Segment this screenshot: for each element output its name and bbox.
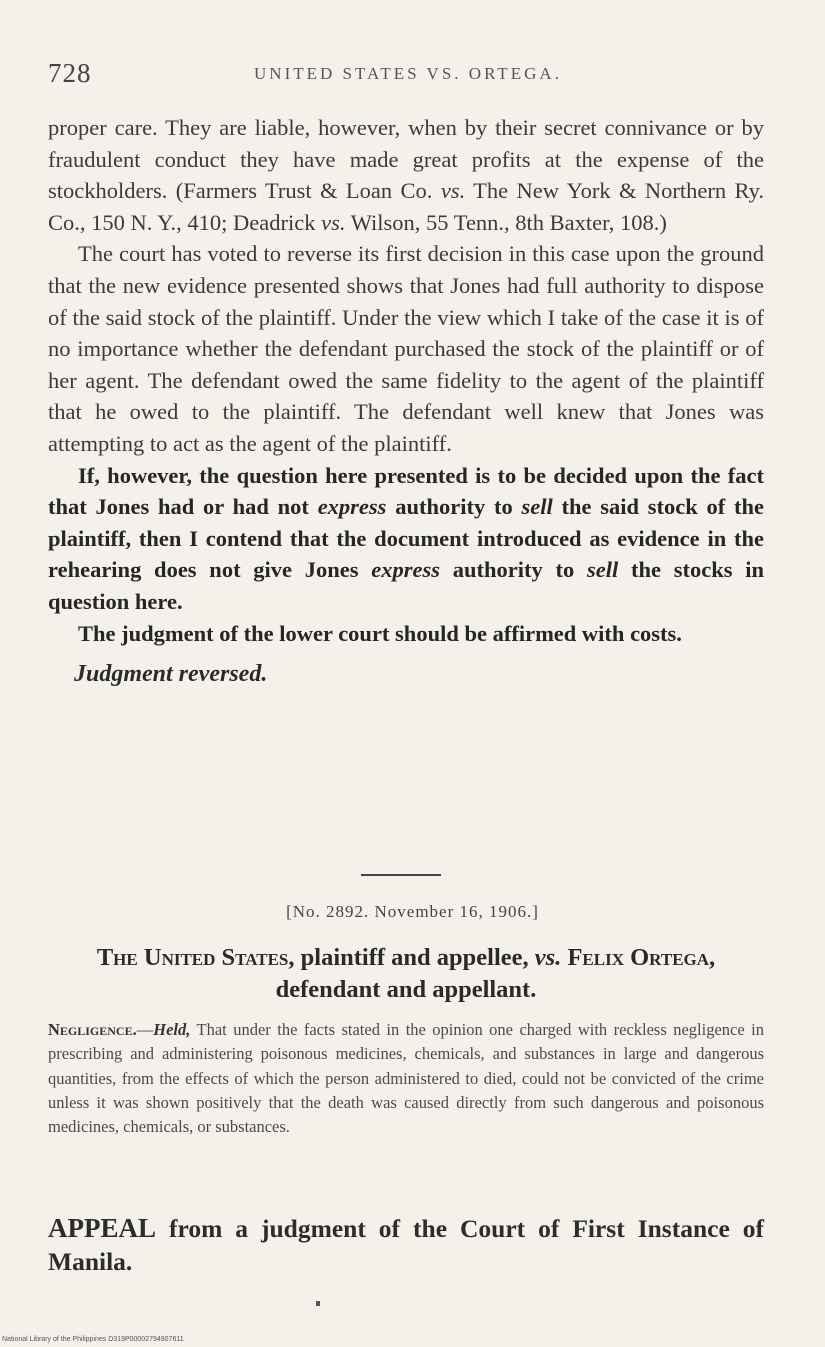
- headnote-text: That under the facts stated in the opinion one charged with reckless negligence in prescribing and administering poisonous medicines, chemicals, and substances in large and dangerous quantities, from the effects of which the person administered to died, could not be convicted of the crime unless it was shown positively that the death was caused directly from such dangerous and poisonous medicines, chemicals, or substances.: [48, 1020, 764, 1137]
- paragraph-2: The court has voted to reverse its first decision in this case upon the ground that the new evidence presented shows that Jones had full authority to dispose of the said stock of the plaintiff. Under the view which I take of the case it is of no importance whether the defendant purchased the stock of the plaintiff or of her agent. The defendant owed the same fidelity to the agent of the plaintiff that he owed to the plaintiff. The defendant well knew that Jones was attempting to act as the agent of the plaintiff.: [48, 241, 764, 456]
- page-mark: [316, 1301, 320, 1306]
- case-title: The United States, plaintiff and appellee, vs. Felix Ortega, defendant and appellant.: [96, 944, 716, 1003]
- headnote-label: Negligence.: [48, 1020, 137, 1039]
- judgment-line: Judgment reversed.: [74, 661, 268, 688]
- page-number: 728: [48, 58, 92, 88]
- appeal-statement: APPEAL from a judgment of the Court of First Instance of Manila.: [48, 1213, 764, 1276]
- headnote-held: Held,: [153, 1020, 191, 1039]
- paragraph-3: If, however, the question here presented is to be decided upon the fact that Jones had or had not express authority to sell the said stock of the plaintiff, then I contend that the document introduced as evidence in the rehearing does not give Jones express authority to sell the stocks in question here.: [48, 462, 765, 614]
- paragraph-4: The judgment of the lower court should be affirmed with costs.: [78, 620, 682, 646]
- scan-footer: National Library of the Philippines D319P00002794907611: [2, 1336, 184, 1343]
- section-divider: [361, 874, 441, 876]
- paragraph-1: proper care. They are liable, however, when by their secret connivance or by fraudulent conduct they have made great profits at the expense of the stockholders. (Farmers Trust & Loan Co. vs. The New York & Northern Ry. Co., 150 N. Y., 410; Deadrick vs. Wilson, 55 Tenn., 8th Baxter, 108.): [48, 115, 764, 235]
- opinion-body: [48, 112, 764, 691]
- case-number: [No. 2892. November 16, 1906.]: [286, 902, 539, 921]
- running-title: UNITED STATES VS. ORTEGA.: [254, 64, 562, 83]
- page-header: [48, 58, 768, 92]
- headnote: Negligence.—Held, That under the facts stated in the opinion one charged with reckless negligence in prescribing and administering poisonous medicines, chemicals, and substances in large and dangerous quantities, from the effects of which the person administered to died, could not be convicted of the crime unless it was shown positively that the death was caused directly from such dangerous and poisonous medicines, chemicals, or substances.: [48, 1020, 764, 1137]
